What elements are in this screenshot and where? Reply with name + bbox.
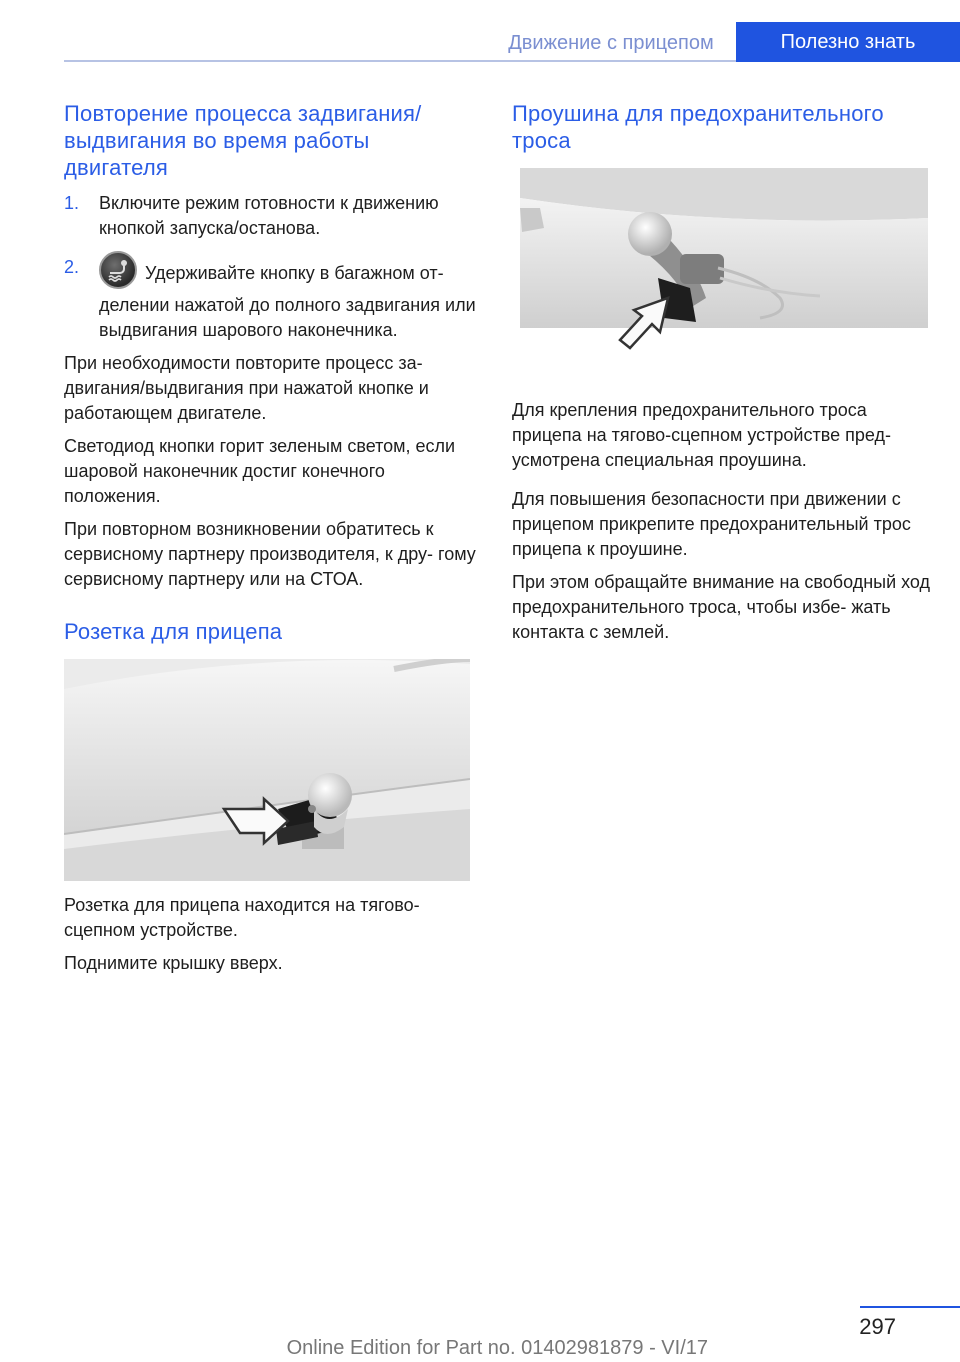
paragraph-led: Светодиод кнопки горит зеленым светом, если шаровой наконечник достиг конечного положения. [64,436,456,506]
paragraph-socket-location: Розетка для прицепа находится на тягово- сцепном устройстве. [64,895,420,940]
footer-rule [860,1306,960,1308]
step-1 [64,191,478,241]
step-text: Удерживайте кнопку в багажном от- делении нажатой до полного задвигания или выдвигания шарового наконечника. [99,262,476,340]
step-number: 1. [64,193,80,213]
section-title-retract-repeat: Повторение процесса задвигания/ выдвигания во время работы двигателя [64,101,422,180]
page-number: 297 [859,1314,896,1339]
trailer-hitch-button-icon [99,251,137,289]
trailer-socket-illustration [64,659,470,881]
step-number: 2. [64,257,80,277]
left-column [64,100,478,976]
paragraph-attach-cable: Для повышения безопасности при движении с прицепом прикрепите предохранительный трос прицепа к проушине. [512,489,911,559]
step-2 [64,255,478,343]
step-text: Включите режим готовности к движению кнопкой запуска/останова. [99,193,439,238]
paragraph-repeat: При необходимости повторите процесс за- двигания/выдвигания при нажатой кнопке и работающем двигателе. [64,353,429,423]
paragraph-lift-cover: Поднимите крышку вверх. [64,953,283,973]
paragraph-eyelet-purpose: Для крепления предохранительного троса прицепа на тягово-сцепном устройстве пред- усмотрена специальная проушина. [512,400,891,470]
right-column [512,100,932,645]
paragraph-cable-slack: При этом обращайте внимание на свободный ход предохранительного троса, чтобы избе- жать контакта с землей. [512,572,931,642]
tab-chapter[interactable]: Движение с прицепом [508,32,714,54]
section-title-socket: Розетка для прицепа [64,619,283,644]
paragraph-service: При повторном возникновении обратитесь к сервисному партнеру производителя, к дру- гому сервисному партнеру или на СТОА. [64,519,476,589]
safety-cable-eyelet-illustration [520,168,928,364]
edition-label: Online Edition for Part no. 01402981879 - VI/17 [286,1337,708,1359]
tab-section[interactable]: Полезно знать [736,22,960,62]
section-title-eyelet: Проушина для предохранительного троса [512,101,884,153]
